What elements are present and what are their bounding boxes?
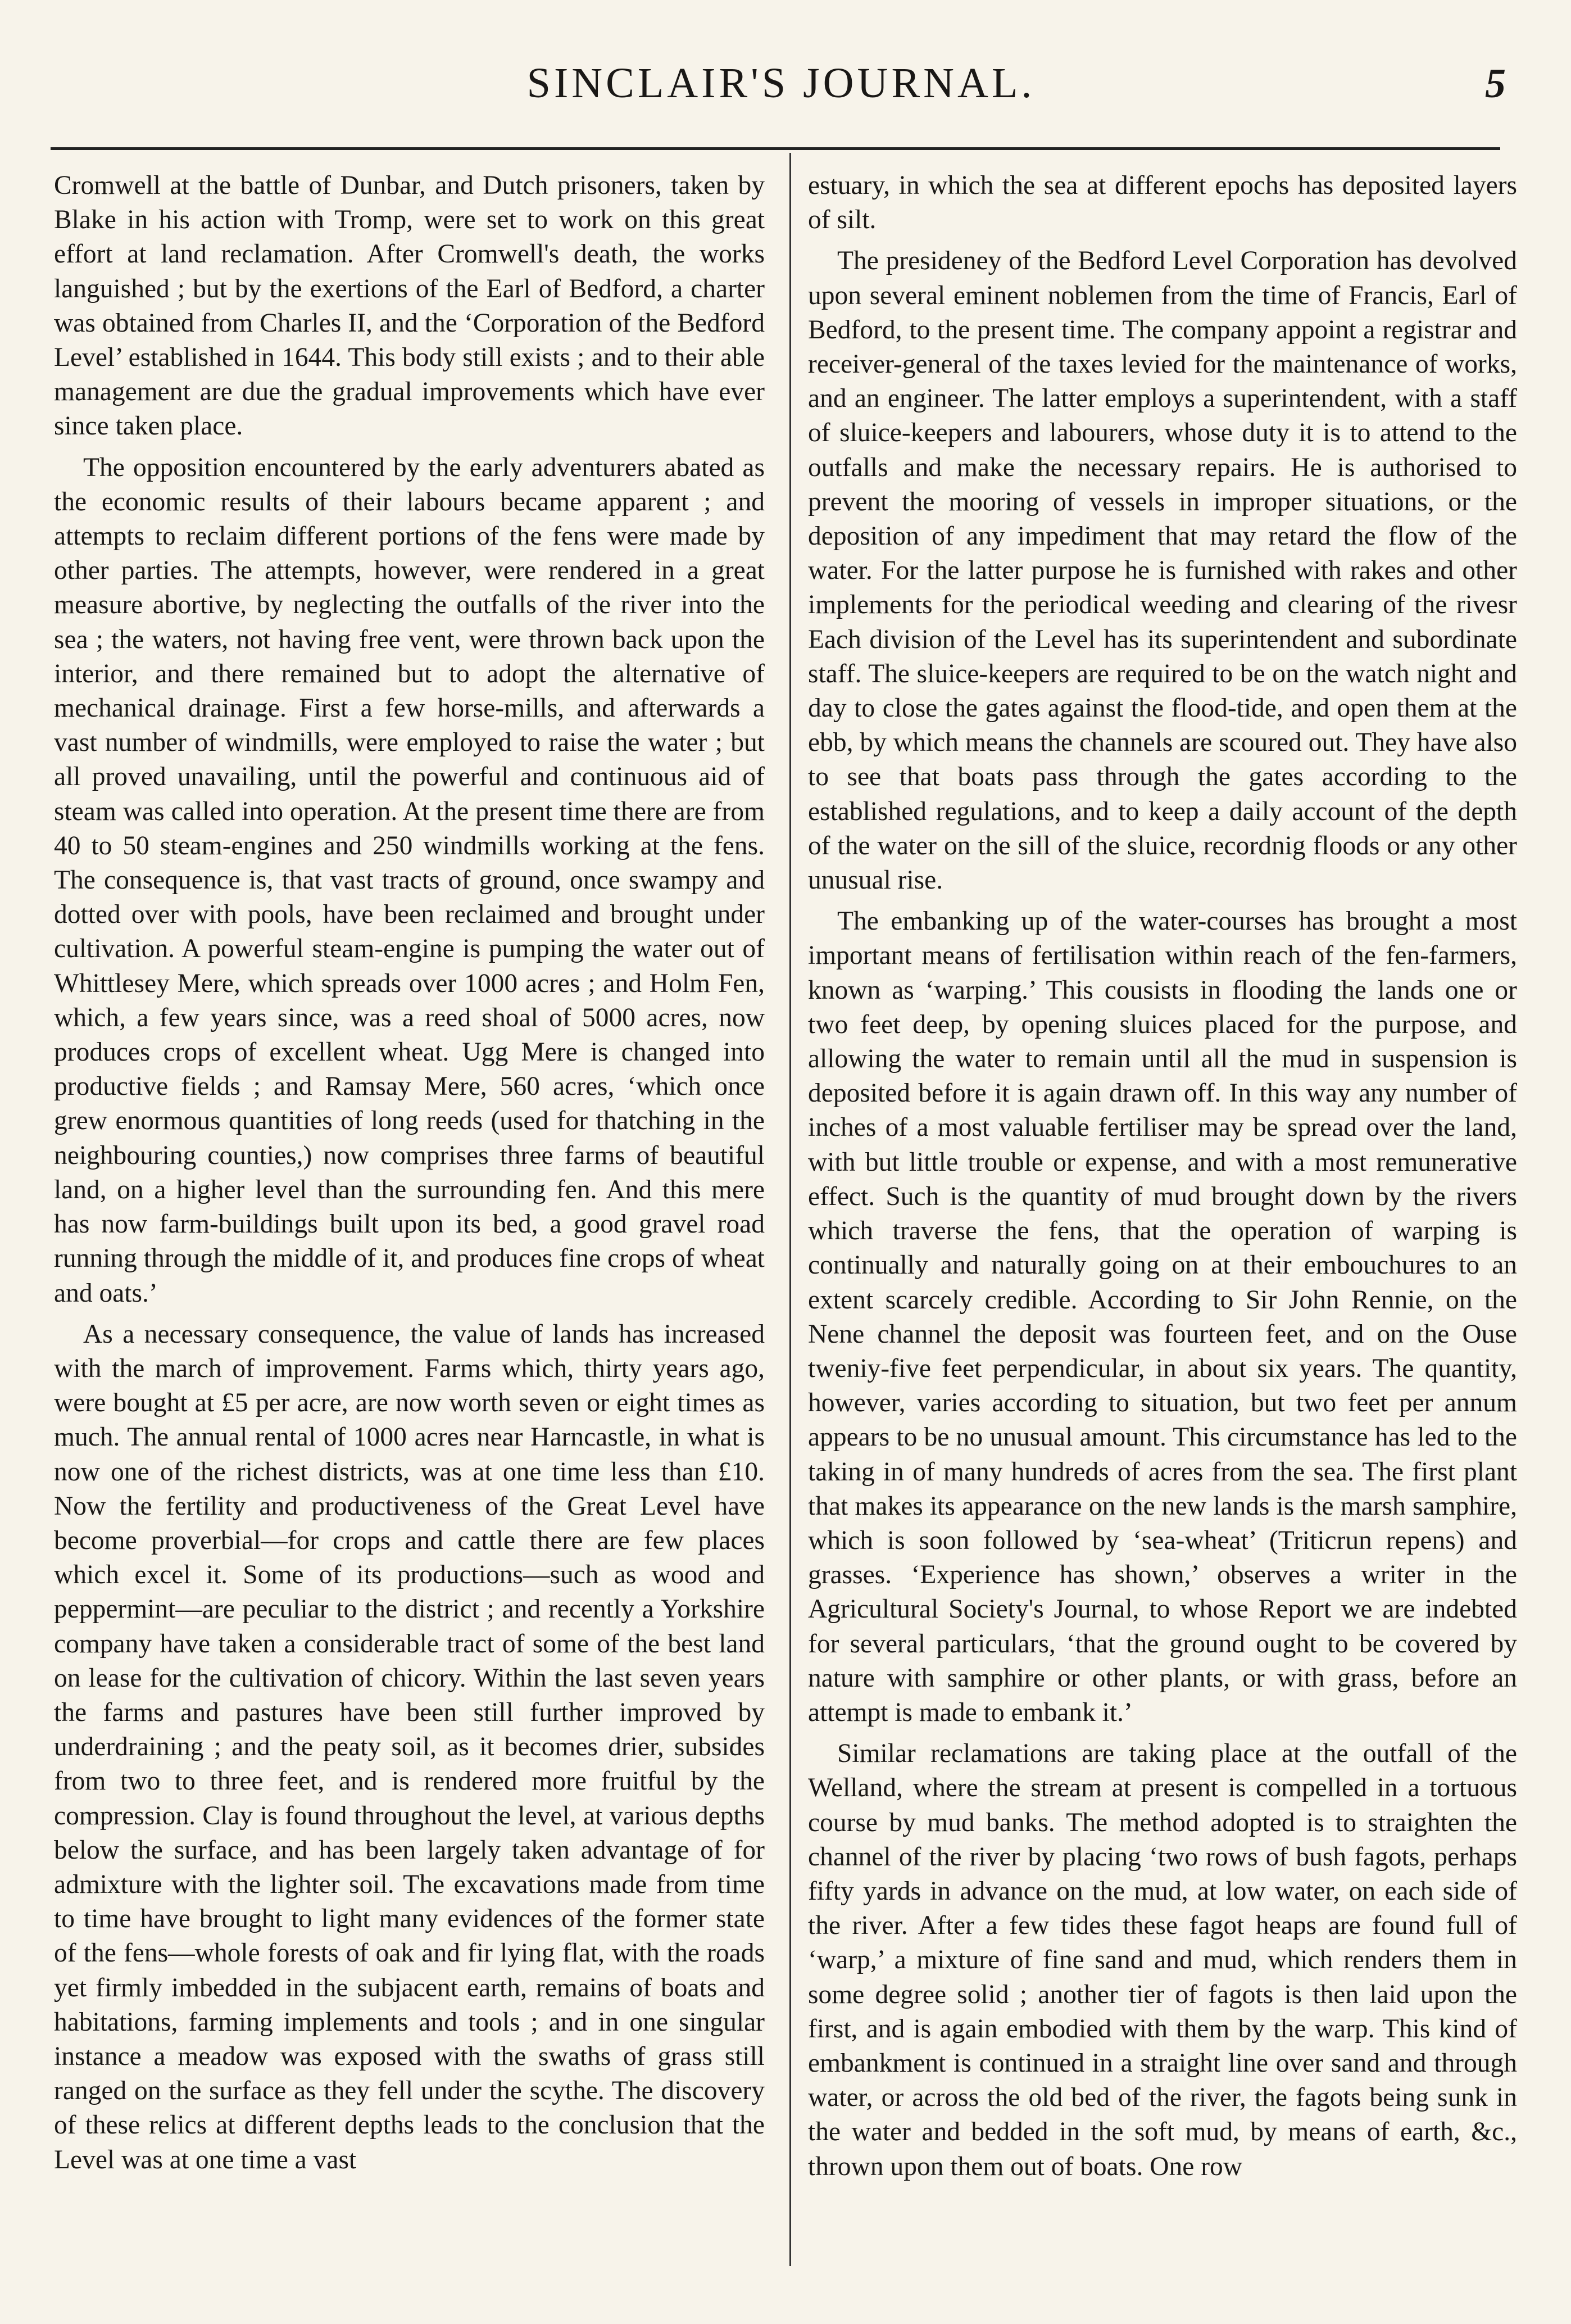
paragraph: Cromwell at the battle of Dunbar, and Dutch prisoners, taken by Blake in his action with Tromp, were set to work on this great effort at land reclamation. After Cromwell's death, the works languished ; but by the exertions of the Earl of Bedford, a charter was obtained from Charles II, and the ‘Corporation of the Bedford Level’ established in 1644. This body still exists ; and to their able management are due the gradual improvements which have ever since taken place. [54,171,765,441]
running-title: SINCLAIR'S JOURNAL. [526,60,1036,107]
column-divider [789,153,791,2266]
left-column [54,169,765,2184]
right-column [808,169,1517,2191]
page-header [51,53,1511,115]
header-rule [51,147,1500,150]
paragraph: As a necessary consequence, the value of lands has increased with the march of improvement. Farms which, thirty years ago, were bought at £5 per acre, are now worth seven or eight times as much. The annual rental of 1000 acres near Harncastle, in what is now one of the richest districts, was at one time less than £10. Now the fertility and productiveness of the Great Level have become proverbial—for crops and cattle there are few places which excel it. Some of its productions—such as wood and peppermint—are peculiar to the district ; and recently a Yorkshire company have taken a considerable tract of some of the best land on lease for the cultivation of chicory. Within the last seven years the farms and pastures have been still further improved by underdraining ; and the peaty soil, as it becomes drier, subsides from two to three feet, and is rendered more fruitful by the compression. Clay is found throughout the level, at various depths below the surface, and has been largely taken advantage of for admixture with the lighter soil. The excavations made from time to time have brought to light many evidences of the former state of the fens—whole forests of oak and fir lying flat, with the roads yet firmly imbedded in the subjacent earth, remains of boats and habitations, farming implements and tools ; and in one singular instance a meadow was exposed with the swaths of grass still ranged on the surface as they fell under the scythe. The discovery of these relics at different depths leads to the conclusion that the Level was at one time a vast [54,1319,765,2174]
page-number: 5 [1485,61,1506,107]
paragraph: The presideney of the Bedford Level Corporation has devolved upon several eminent noblemen from the time of Francis, Earl of Bedford, to the present time. The company appoint a registrar and receiver-general of the taxes levied for the maintenance of works, and an engineer. The latter employs a superintendent, with a staff of sluice-keepers and labourers, whose duty it is to attend to the outfalls and make the necessary repairs. He is authorised to prevent the mooring of vessels in improper situations, or the deposition of any impediment that may retard the flow of the water. For the latter purpose he is furnished with rakes and other implements for the periodical weeding and clearing of the rivesr Each division of the Level has its superintendent and subordinate staff. The sluice-keepers are required to be on the watch night and day to close the gates against the flood-tide, and open them at the ebb, by which means the channels are scoured out. They have also to see that boats pass through the gates according to the established regulations, and to keep a daily account of the depth of the water on the sill of the sluice, recordnig floods or any other unusual rise. [808,246,1517,895]
paragraph: estuary, in which the sea at different epochs has deposited layers of silt. [808,171,1517,235]
paragraph: The opposition encountered by the early adventurers abated as the economic results of their labours became apparent ; and attempts to reclaim different portions of the fens were made by other parties. The attempts, however, were rendered in a great measure abortive, by neglecting the outfalls of the river into the sea ; the waters, not having free vent, were thrown back upon the interior, and there remained but to adopt the alternative of mechanical drainage. First a few horse-mills, and afterwards a vast number of windmills, were employed to raise the water ; but all proved unavailing, until the powerful and continuous aid of steam was called into operation. At the present time there are from 40 to 50 steam-engines and 250 windmills working at the fens. The consequence is, that vast tracts of ground, once swampy and dotted over with pools, have been reclaimed and brought under cultivation. A powerful steam-engine is pumping the water out of Whittlesey Mere, which spreads over 1000 acres ; and Holm Fen, which, a few years since, was a reed shoal of 5000 acres, now produces crops of excellent wheat. Ugg Mere is changed into productive fields ; and Ramsay Mere, 560 acres, ‘which once grew enormous quantities of long reeds (used for thatching in the neighbouring counties,) now comprises three farms of beautiful land, on a higher level than the surrounding fen. And this mere has now farm-buildings built upon its bed, a good gravel road running through the middle of it, and produces fine crops of wheat and oats.’ [54,452,765,1308]
paragraph: Similar reclamations are taking place at the outfall of the Welland, where the stream at present is compelled in a tortuous course by mud banks. The method adopted is to straighten the channel of the river by placing ‘two rows of bush fagots, perhaps fifty yards in advance on the mud, at low water, on each side of the river. After a few tides these fagot heaps are found full of ‘warp,’ a mixture of fine sand and mud, which renders them in some degree solid ; another tier of fagots is then laid upon the first, and is again embodied with them by the warp. This kind of embankment is continued in a straight line over sand and through water, or across the old bed of the river, the fagots being sunk in the water and bedded in the soft mud, by means of earth, &c., thrown upon them out of boats. One row [808,1739,1517,2181]
paragraph: The embanking up of the water-courses has brought a most important means of fertilisation within reach of the fen-farmers, known as ‘warping.’ This cousists in flooding the lands one or two feet deep, by opening sluices placed for the purpose, and allowing the water to remain until all the mud in suspension is deposited before it is again drawn off. In this way any number of inches of a most valuable fertiliser may be spread over the land, with but little trouble or expense, and with a most remunerative effect. Such is the quantity of mud brought down by the rivers which traverse the fens, that the operation of warping is continually and naturally going on at their embouchures to an extent scarcely credible. According to Sir John Rennie, on the Nene channel the deposit was fourteen feet, and on the Ouse tweniy-five feet perpendicular, in about six years. The quantity, however, varies according to situation, but two feet per annum appears to be no unusual amount. This circumstance has led to the taking in of many hundreds of acres from the sea. The first plant that makes its appearance on the new lands is the marsh samphire, which is soon followed by ‘sea-wheat’ (Triticrun repens) and grasses. ‘Experience has shown,’ observes a writer in the Agricultural Society's Journal, to whose Report we are indebted for several particulars, ‘that the ground ought to be covered by nature with samphire or other plants, or with grass, before an attempt is made to embank it.’ [808,907,1517,1727]
